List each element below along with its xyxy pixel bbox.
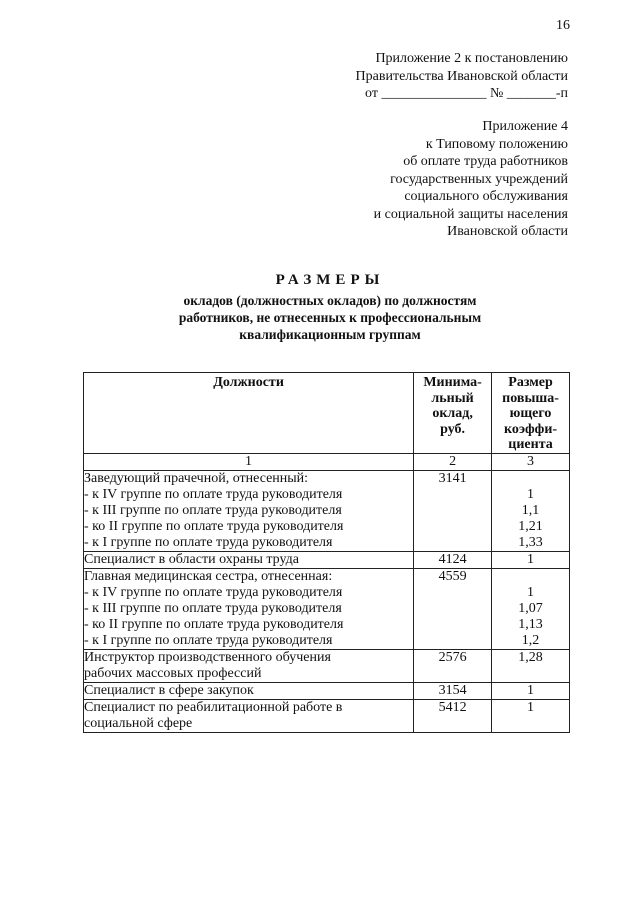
position-line: рабочих массовых профессий — [84, 665, 262, 681]
table-row — [84, 682, 570, 699]
position-cell — [84, 699, 414, 732]
header-line: руб. — [440, 421, 466, 437]
position-line: - к IV группе по оплате труда руководителя — [84, 584, 343, 600]
salary-value — [414, 666, 491, 682]
column-number: 2 — [414, 453, 492, 470]
position-line: Специалист в сфере закупок — [84, 682, 254, 698]
salary-value: 2576 — [438, 649, 467, 665]
salary-cell — [414, 568, 492, 649]
salary-value — [414, 617, 491, 633]
header-line: ющего — [509, 406, 552, 422]
appendix-4-line: к Типовому положению — [425, 136, 568, 152]
salary-value — [414, 503, 491, 519]
header-coefficient — [492, 373, 570, 454]
appendix-4-line: и социальной защиты населения — [373, 206, 568, 222]
appendix-2-line: от _______________ № _______-п — [365, 86, 568, 101]
salary-cell — [414, 649, 492, 682]
position-cell — [84, 568, 414, 649]
coefficient-value: 1 — [527, 551, 535, 567]
appendix-4-line: Приложение 4 — [482, 119, 568, 134]
coefficient-value: 1,28 — [518, 649, 543, 665]
table-row — [84, 649, 570, 682]
coefficient-cell — [492, 551, 570, 568]
position-line: - к I группе по оплате труда руководителя — [84, 632, 333, 648]
appendix-4-line: Ивановской области — [447, 224, 568, 239]
header-positions: Должности — [84, 373, 414, 454]
header-line: Минима- — [423, 375, 482, 390]
table-row — [84, 568, 570, 649]
header-line: коэффи- — [503, 421, 558, 437]
salary-value: 5412 — [438, 699, 467, 715]
subtitle-line: окладов (должностных окладов) по должностям — [183, 293, 477, 308]
appendix-2-header — [356, 50, 568, 103]
page-number: 16 — [556, 18, 570, 33]
salary-value — [414, 601, 491, 617]
coefficient-value: 1 — [527, 699, 535, 715]
coefficient-value: 1,2 — [521, 632, 540, 648]
header-line: оклад, — [432, 406, 473, 422]
subtitle-line: квалификационным группам — [239, 327, 421, 342]
position-line: Специалист в области охраны труда — [84, 551, 299, 567]
salary-value — [414, 633, 491, 649]
column-number-row — [84, 453, 570, 470]
coefficient-cell — [492, 699, 570, 732]
coefficient-cell — [492, 470, 570, 551]
table-row — [84, 470, 570, 551]
appendix-2-line: Правительства Ивановской области — [355, 68, 568, 84]
position-line: - к III группе по оплате труда руководителя — [84, 502, 342, 518]
header-line: Размер — [508, 375, 553, 390]
header-line: повыша- — [502, 390, 559, 406]
position-line: - ко II группе по оплате труда руководителя — [84, 616, 344, 632]
appendix-4-line: об оплате труда работников — [403, 154, 568, 169]
position-line: - к IV группе по оплате труда руководителя — [84, 486, 343, 502]
position-cell — [84, 470, 414, 551]
coefficient-value: 1,13 — [518, 616, 543, 632]
salary-cell — [414, 699, 492, 732]
salary-value — [414, 535, 491, 551]
header-min-salary — [414, 373, 492, 454]
column-number: 1 — [84, 453, 414, 470]
coefficient-value: 1 — [527, 682, 535, 698]
salary-value — [414, 487, 491, 503]
header-line: льный — [431, 390, 474, 406]
subtitle-line: работников, не отнесенных к профессиональным — [178, 310, 482, 325]
coefficient-value: 1,33 — [518, 534, 543, 550]
table-row — [84, 551, 570, 568]
position-line: Специалист по реабилитационной работе в — [84, 699, 343, 715]
coefficient-value: 1,1 — [521, 502, 540, 518]
salary-value: 3141 — [438, 470, 467, 486]
position-cell — [84, 649, 414, 682]
document-subtitle — [120, 292, 540, 343]
salary-cell — [414, 551, 492, 568]
coefficient-value — [492, 666, 569, 682]
salary-cell — [414, 470, 492, 551]
coefficient-cell — [492, 682, 570, 699]
appendix-4-header — [374, 118, 568, 241]
salary-value: 4559 — [438, 568, 467, 584]
position-line: - ко II группе по оплате труда руководителя — [84, 518, 344, 534]
salary-value: 4124 — [438, 551, 467, 567]
position-line: Инструктор производственного обучения — [84, 649, 331, 665]
salary-value — [414, 519, 491, 535]
salary-cell — [414, 682, 492, 699]
salary-table — [83, 372, 570, 733]
coefficient-cell — [492, 568, 570, 649]
position-line: - к III группе по оплате труда руководителя — [84, 600, 342, 616]
header-line: циента — [508, 437, 553, 453]
coefficient-value — [492, 569, 569, 585]
document-title-block — [120, 270, 540, 343]
coefficient-value — [492, 471, 569, 487]
table-header-row — [84, 373, 570, 454]
position-line: Главная медицинская сестра, отнесенная: — [84, 568, 333, 584]
position-line: социальной сфере — [84, 715, 193, 731]
salary-value — [414, 716, 491, 732]
table-row — [84, 699, 570, 732]
coefficient-cell — [492, 649, 570, 682]
coefficient-value: 1,07 — [518, 600, 543, 616]
salary-value — [414, 585, 491, 601]
salary-value: 3154 — [438, 682, 467, 698]
appendix-2-line: Приложение 2 к постановлению — [375, 51, 568, 66]
position-line: Заведующий прачечной, отнесенный: — [84, 470, 309, 486]
position-cell — [84, 682, 414, 699]
column-number: 3 — [492, 453, 570, 470]
position-line: - к I группе по оплате труда руководителя — [84, 534, 333, 550]
coefficient-value: 1,21 — [518, 518, 543, 534]
document-title: РАЗМЕРЫ — [275, 272, 385, 288]
appendix-4-line: государственных учреждений — [390, 171, 568, 187]
position-cell — [84, 551, 414, 568]
appendix-4-line: социального обслуживания — [404, 189, 568, 204]
coefficient-value: 1 — [527, 486, 535, 502]
coefficient-value — [492, 716, 569, 732]
coefficient-value: 1 — [527, 584, 535, 600]
